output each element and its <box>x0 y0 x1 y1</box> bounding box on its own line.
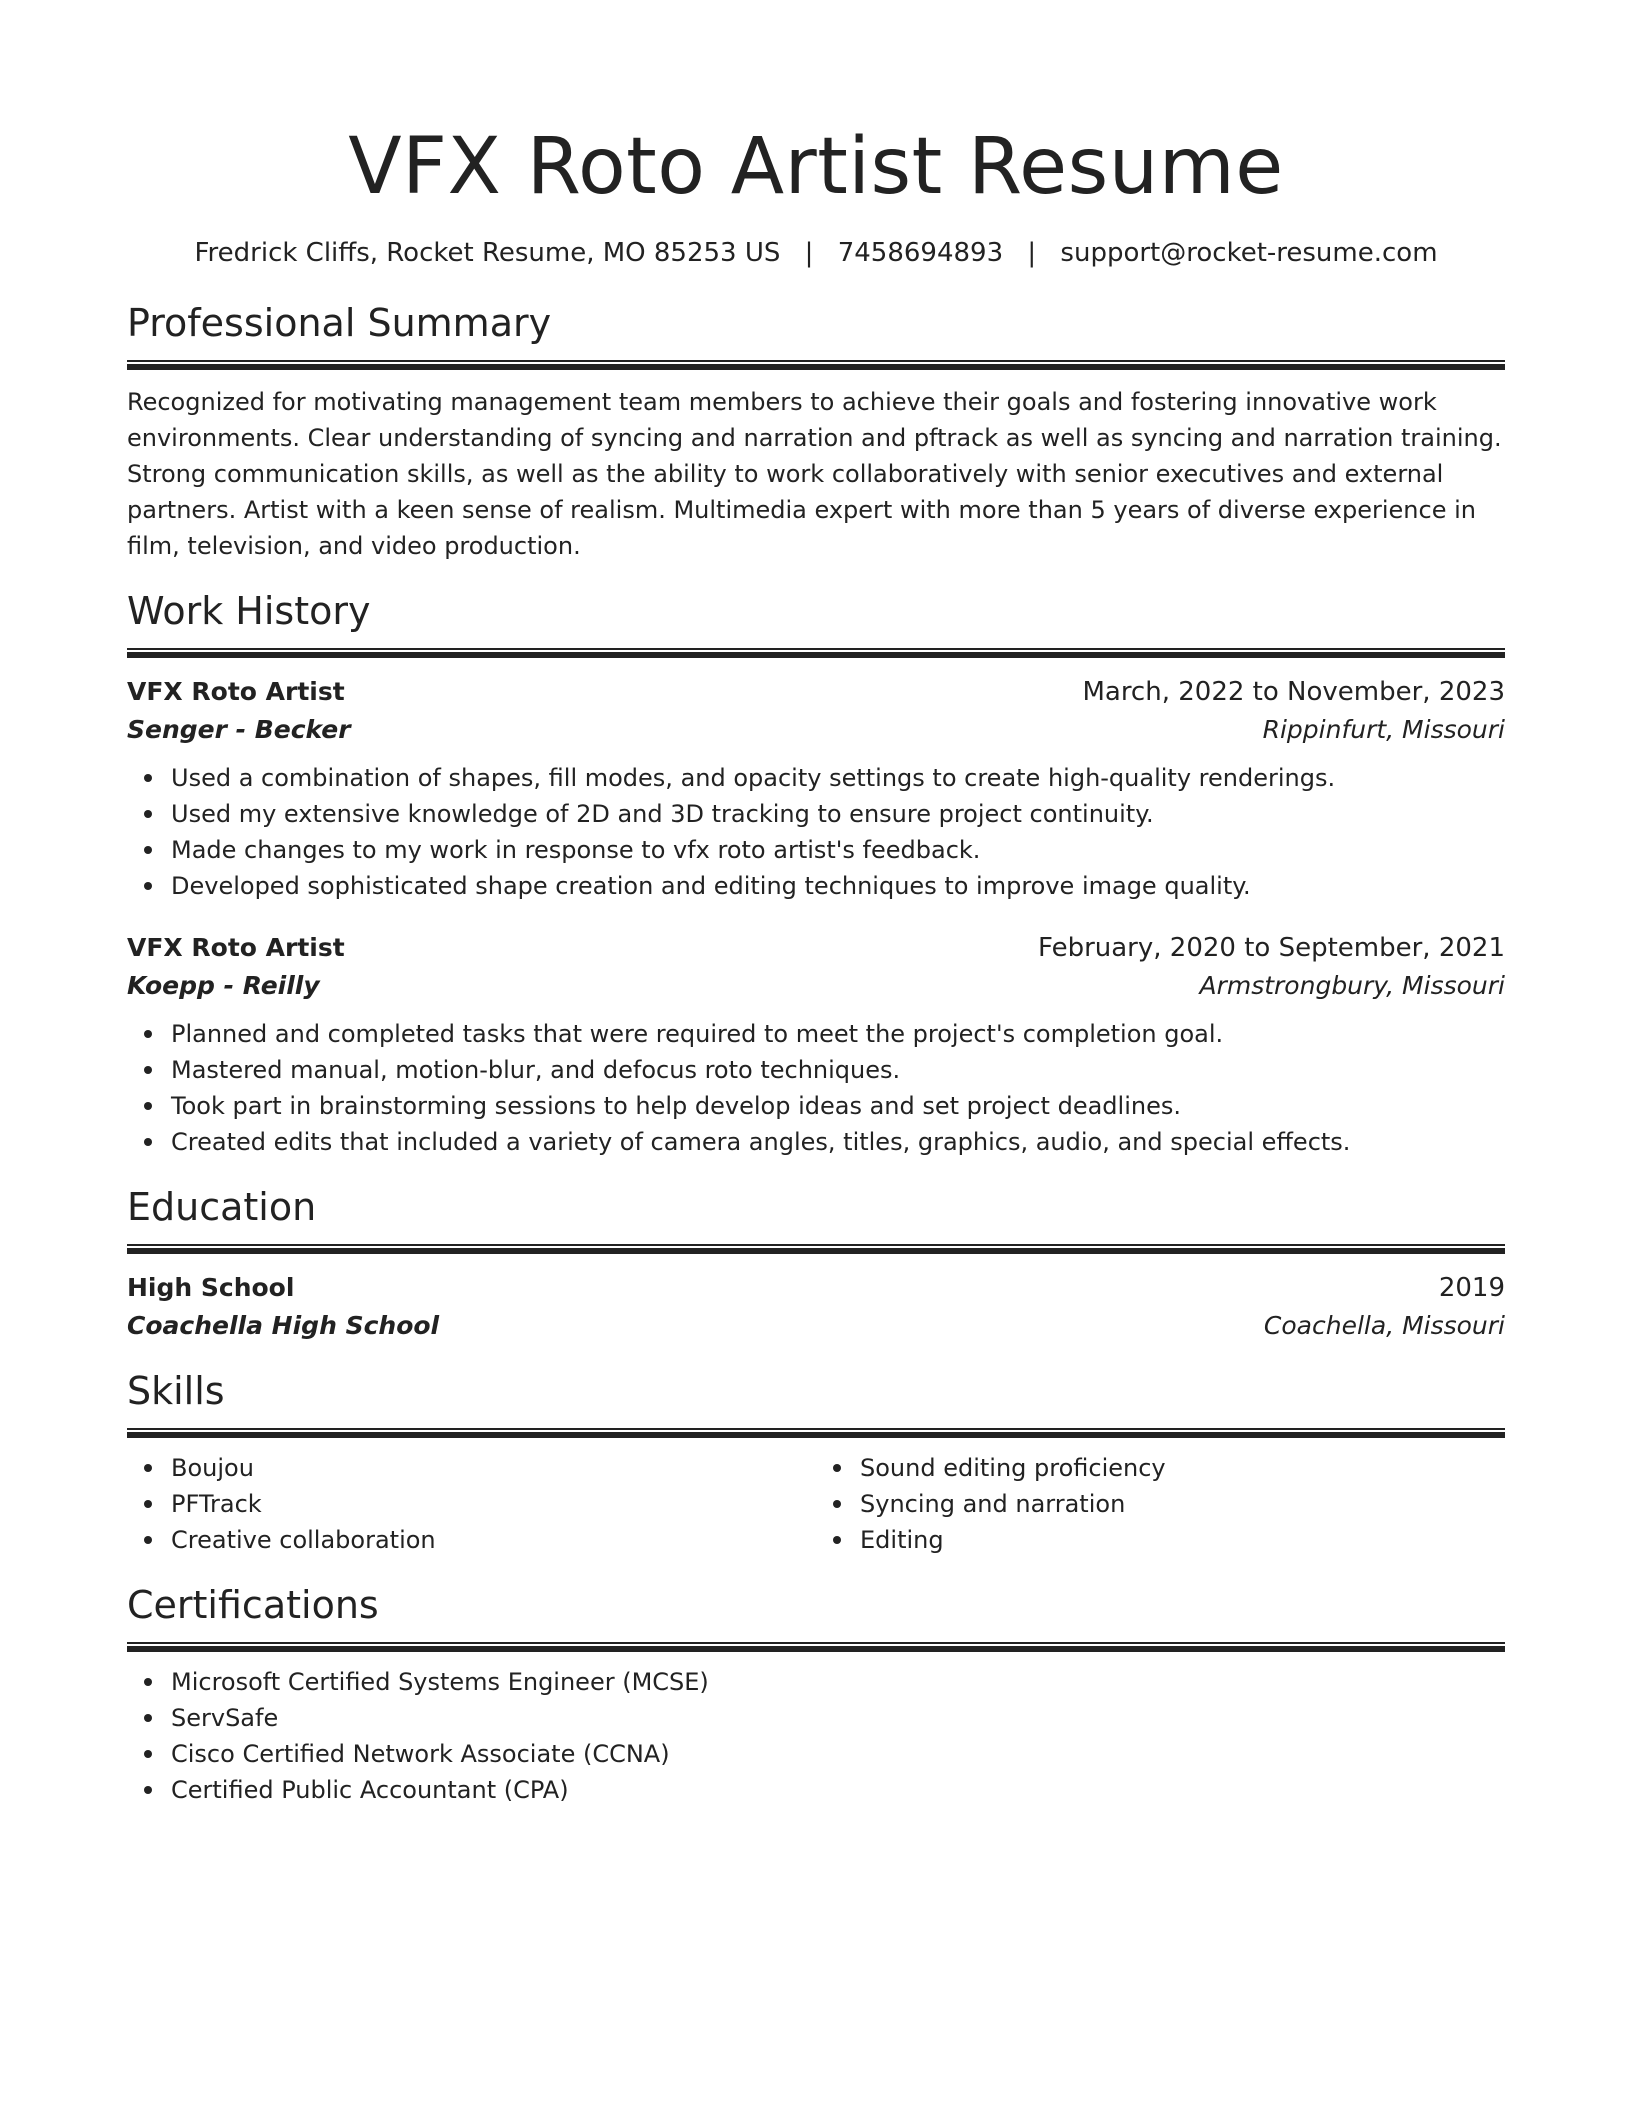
job-bullet: Made changes to my work in response to vfx roto artist's feedback. <box>171 832 1505 868</box>
section-divider <box>127 1642 1505 1652</box>
job-employer: Senger - Becker <box>127 715 351 744</box>
skills-list <box>127 1450 816 1558</box>
certifications-section <box>127 1580 1505 1808</box>
resume-title: VFX Roto Artist Resume <box>348 122 1284 212</box>
section-divider <box>127 360 1505 370</box>
job-bullet: Used my extensive knowledge of 2D and 3D tracking to ensure project continuity. <box>171 796 1505 832</box>
summary-heading: Professional Summary <box>127 301 552 345</box>
job-title: VFX Roto Artist <box>127 933 345 962</box>
job-bullet: Mastered manual, motion-blur, and defocus roto techniques. <box>171 1052 1505 1088</box>
certifications-heading: Certifications <box>127 1583 379 1627</box>
job-bullets <box>127 1016 1505 1160</box>
section-divider <box>127 648 1505 658</box>
job-bullet: Developed sophisticated shape creation and editing techniques to improve image quality. <box>171 868 1505 904</box>
work-history-heading: Work History <box>127 589 371 633</box>
job-title: VFX Roto Artist <box>127 677 345 706</box>
contact-separator: | <box>804 238 814 268</box>
skill-item: Boujou <box>171 1450 816 1486</box>
contact-email: support@rocket-resume.com <box>1060 238 1438 268</box>
job-dates: February, 2020 to September, 2021 <box>1038 933 1505 963</box>
job-bullet: Used a combination of shapes, fill modes, and opacity settings to create high-quality renderings. <box>171 760 1505 796</box>
job-bullet: Planned and completed tasks that were required to meet the project's completion goal. <box>171 1016 1505 1052</box>
contact-separator: | <box>1027 238 1037 268</box>
education-heading: Education <box>127 1185 317 1229</box>
certification-item: ServSafe <box>171 1700 1505 1736</box>
skill-item: Editing <box>860 1522 1505 1558</box>
job-subheader-row <box>127 712 1505 748</box>
summary-text: Recognized for motivating management team members to achieve their goals and fostering innovative work environments. Clear understanding of syncing and narration and pftrack as well as syncing and narration training. Strong communication skills, as well as the ability to work collaboratively with senior executives and external partners. Artist with a keen sense of realism. Multimedia expert with more than 5 years of diverse experience in film, television, and video production. <box>127 388 1502 560</box>
job-dates: March, 2022 to November, 2023 <box>1082 677 1505 707</box>
education-school: Coachella High School <box>127 1311 440 1340</box>
education-header-row <box>127 1270 1505 1306</box>
job-bullet: Took part in brainstorming sessions to help develop ideas and set project deadlines. <box>171 1088 1505 1124</box>
job-header-row <box>127 930 1505 966</box>
work-history-section <box>127 586 1505 1160</box>
education-subheader-row <box>127 1308 1505 1344</box>
summary-section <box>127 298 1505 564</box>
job-bullets <box>127 760 1505 904</box>
job-entry <box>127 930 1505 1160</box>
contact-line <box>127 236 1505 270</box>
job-entry <box>127 674 1505 904</box>
job-bullet: Created edits that included a variety of camera angles, titles, graphics, audio, and special effects. <box>171 1124 1505 1160</box>
job-location: Rippinfurt, Missouri <box>1262 715 1505 744</box>
skill-item: Creative collaboration <box>171 1522 816 1558</box>
certification-item: Microsoft Certified Systems Engineer (MCSE) <box>171 1664 1505 1700</box>
skills-column-right <box>816 1450 1505 1558</box>
contact-address: Fredrick Cliffs, Rocket Resume, MO 85253 US <box>194 238 781 268</box>
skills-section <box>127 1366 1505 1558</box>
section-divider <box>127 1244 1505 1254</box>
skills-column-left <box>127 1450 816 1558</box>
section-divider <box>127 1428 1505 1438</box>
skills-grid <box>127 1450 1505 1558</box>
education-year: 2019 <box>1438 1273 1505 1303</box>
contact-phone: 7458694893 <box>837 238 1004 268</box>
certification-item: Cisco Certified Network Associate (CCNA) <box>171 1736 1505 1772</box>
certifications-list <box>127 1664 1505 1808</box>
education-entry <box>127 1270 1505 1344</box>
job-subheader-row <box>127 968 1505 1004</box>
certification-item: Certified Public Accountant (CPA) <box>171 1772 1505 1808</box>
skills-heading: Skills <box>127 1369 225 1413</box>
education-location: Coachella, Missouri <box>1263 1311 1505 1340</box>
skill-item: PFTrack <box>171 1486 816 1522</box>
job-location: Armstrongbury, Missouri <box>1199 971 1505 1000</box>
skills-list <box>816 1450 1505 1558</box>
job-header-row <box>127 674 1505 710</box>
skill-item: Syncing and narration <box>860 1486 1505 1522</box>
skill-item: Sound editing proficiency <box>860 1450 1505 1486</box>
education-degree: High School <box>127 1273 295 1302</box>
education-section <box>127 1182 1505 1344</box>
job-employer: Koepp - Reilly <box>127 971 320 1000</box>
